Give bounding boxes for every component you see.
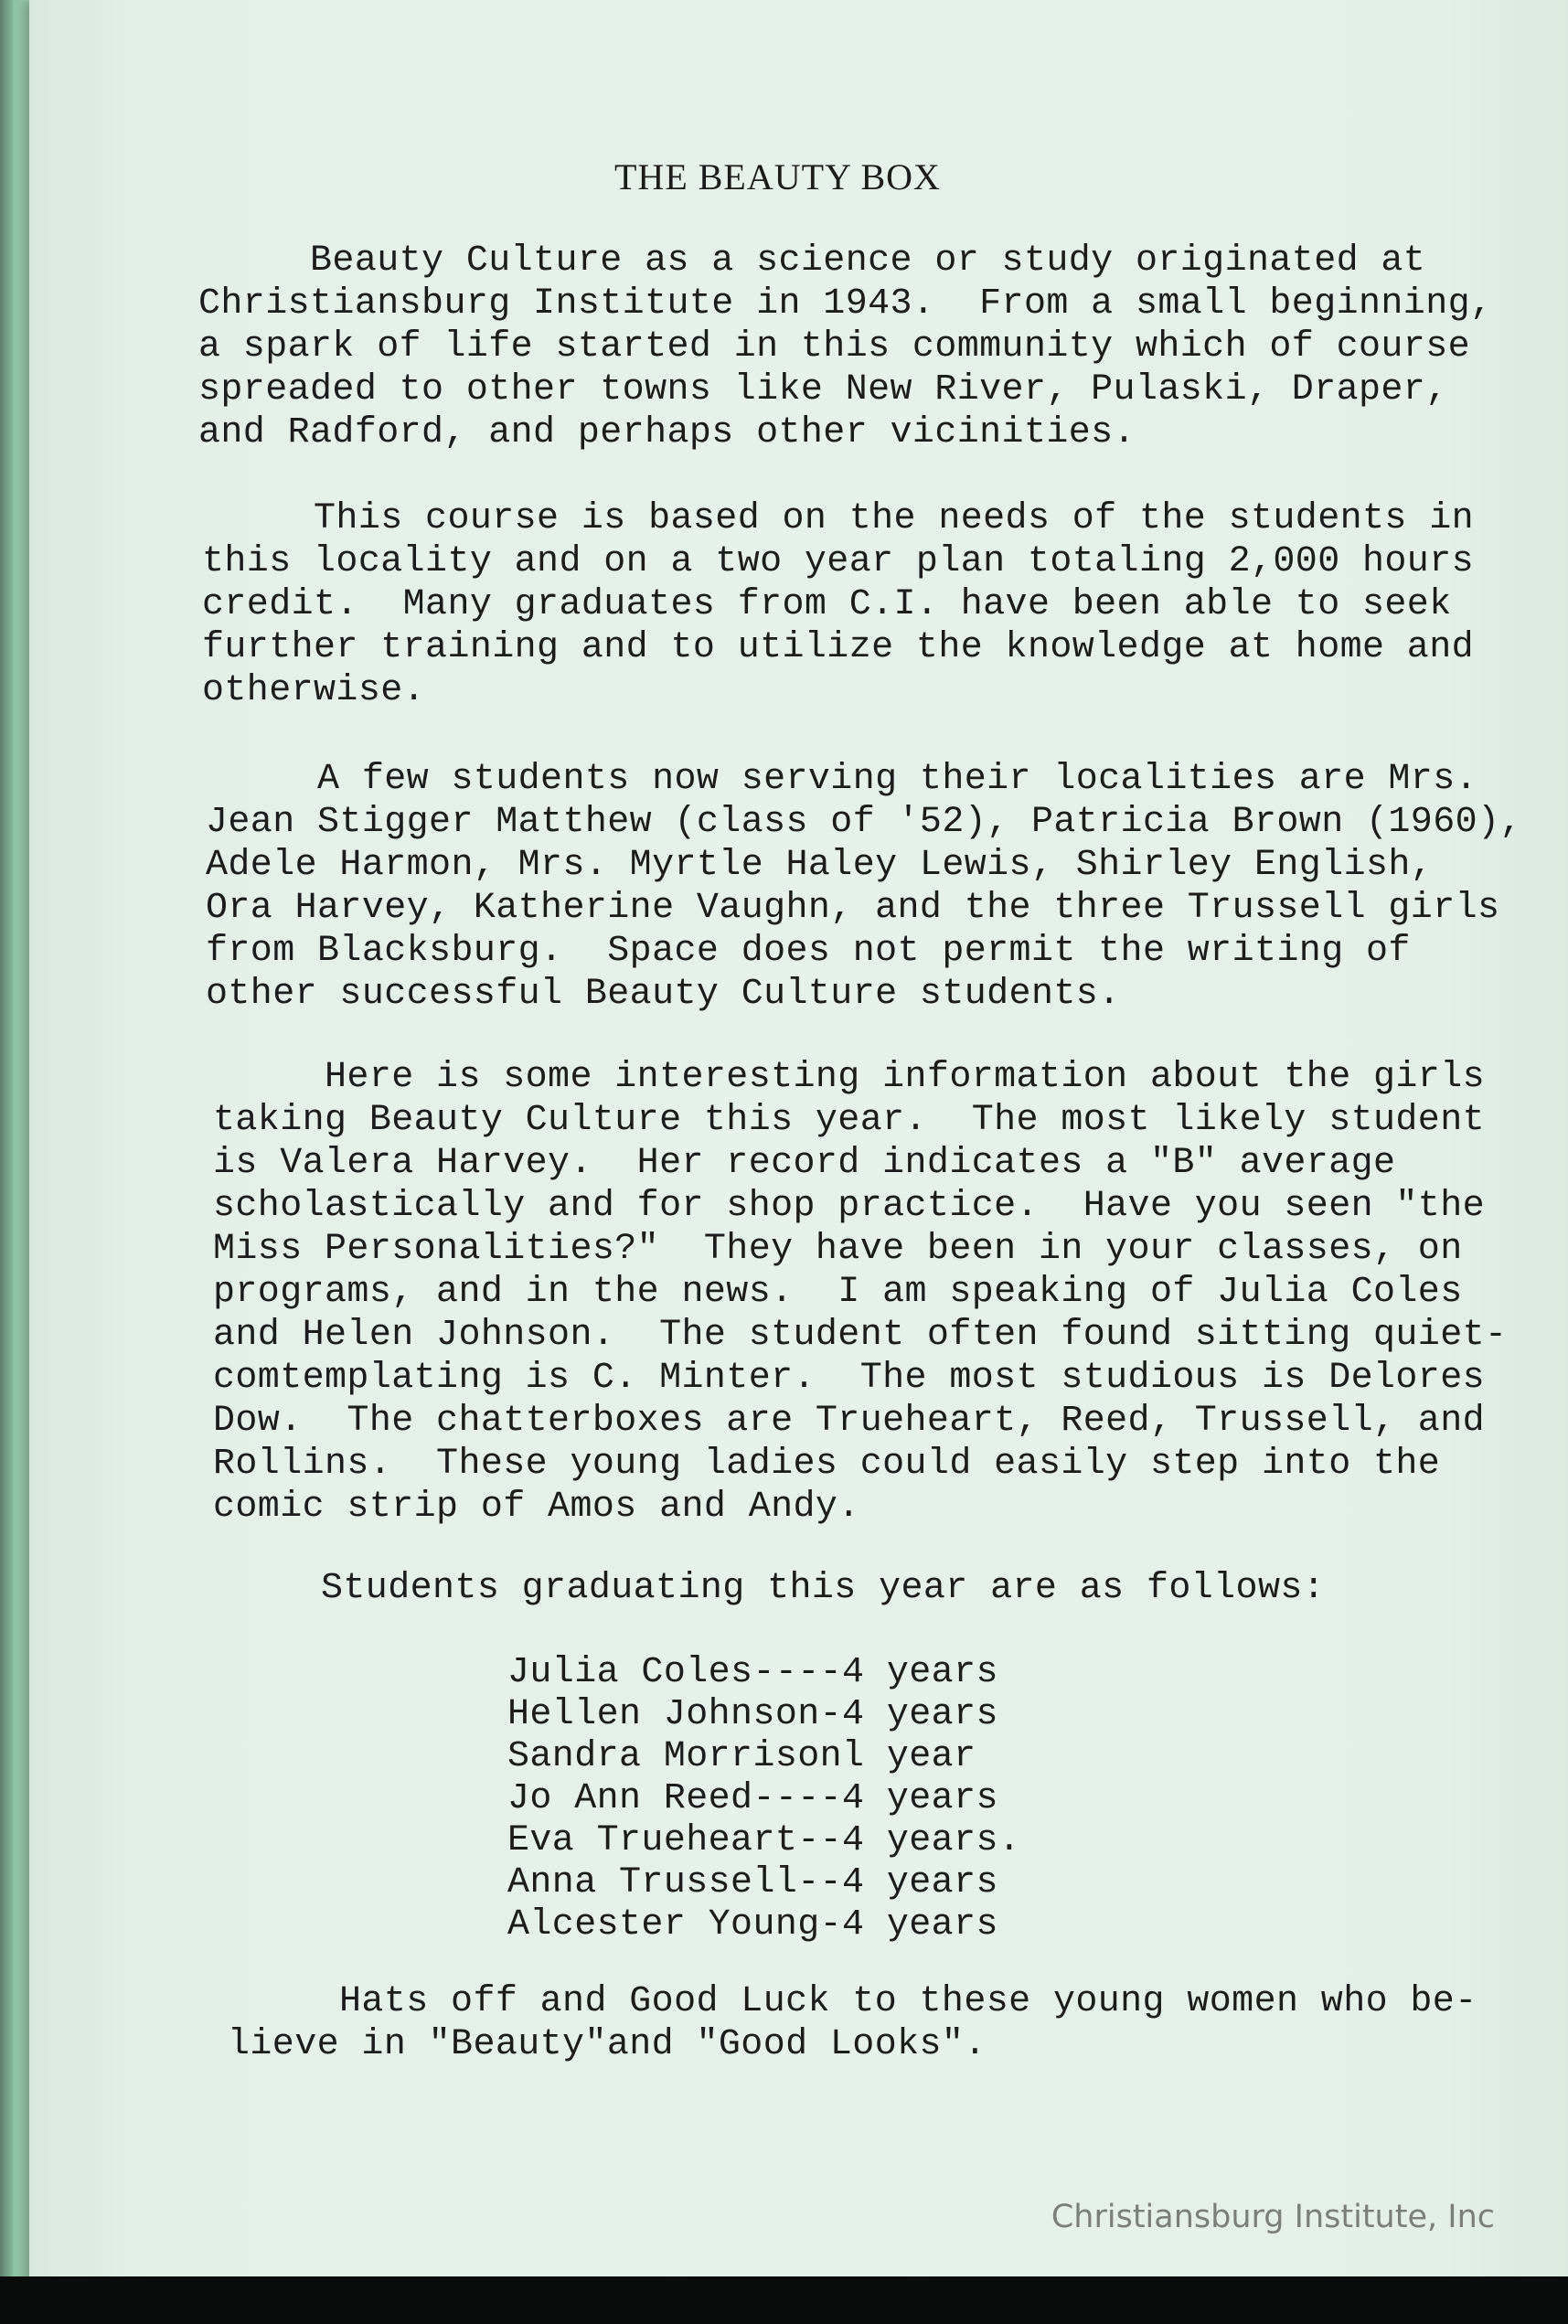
graduate-item: Anna Trussell--4 years (507, 1862, 998, 1903)
watermark-text: Christiansburg Institute, Inc (1051, 2199, 1495, 2235)
graduate-item: Eva Trueheart--4 years. (507, 1820, 1021, 1861)
graduate-item: Alcester Young-4 years (507, 1904, 998, 1946)
graduate-item: Julia Coles----4 years (507, 1652, 998, 1693)
bottom-shadow (0, 2276, 1568, 2324)
graduate-item: Jo Ann Reed----4 years (507, 1778, 998, 1819)
graduate-item: Sandra Morrisonl year (507, 1736, 976, 1777)
paragraph-2: This course is based on the needs of the students in this locality and on a two year plan totaling 2,000 hours credit. Many graduates from C.I. have been able to seek further training and to utilize the knowledge at home and otherwise. (202, 498, 1475, 711)
closing-paragraph: Hats off and Good Luck to these young women who be- lieve in "Beauty"and "Good Looks". (228, 1981, 1477, 2065)
document-title: THE BEAUTY BOX (614, 156, 941, 197)
graduates-intro: Students graduating this year are as follows: (321, 1568, 1326, 1609)
green-cover-edge-shadow (0, 0, 13, 2286)
graduate-item: Hellen Johnson-4 years (507, 1694, 998, 1735)
paragraph-4: Here is some interesting information about the girls taking Beauty Culture this year. The most likely student is Valera Harvey. Her record indicates a "B" average scholastically and for shop practice. Have you seen "the Miss Personalities?" They have been in your classes, on programs, and in the news. I am speaking of Julia Coles and Helen Johnson. The student often found sitting quiet- comtemplating is C. Minter. The most studious is Delores Dow. The chatterboxes are Trueheart, Reed, Trussell, and Rollins. These young ladies could easily step into the comic strip of Amos and Andy. (213, 1057, 1508, 1528)
paragraph-3: A few students now serving their localities are Mrs. Jean Stigger Matthew (class of '52), Patricia Brown (1960), Adele Harmon, Mrs. Myrtle Haley Lewis, Shirley English, Ora Harvey, Katherine Vaughn, and the three Trussell girls from Blacksburg. Space does not permit the writing of other successful Beauty Culture students. (206, 759, 1522, 1015)
paragraph-1: Beauty Culture as a science or study originated at Christiansburg Institute in 1943. From a small beginning, a spark of life started in this community which of course spreaded to other towns like New River, Pulaski, Draper, and Radford, and perhaps other vicinities. (198, 240, 1493, 453)
